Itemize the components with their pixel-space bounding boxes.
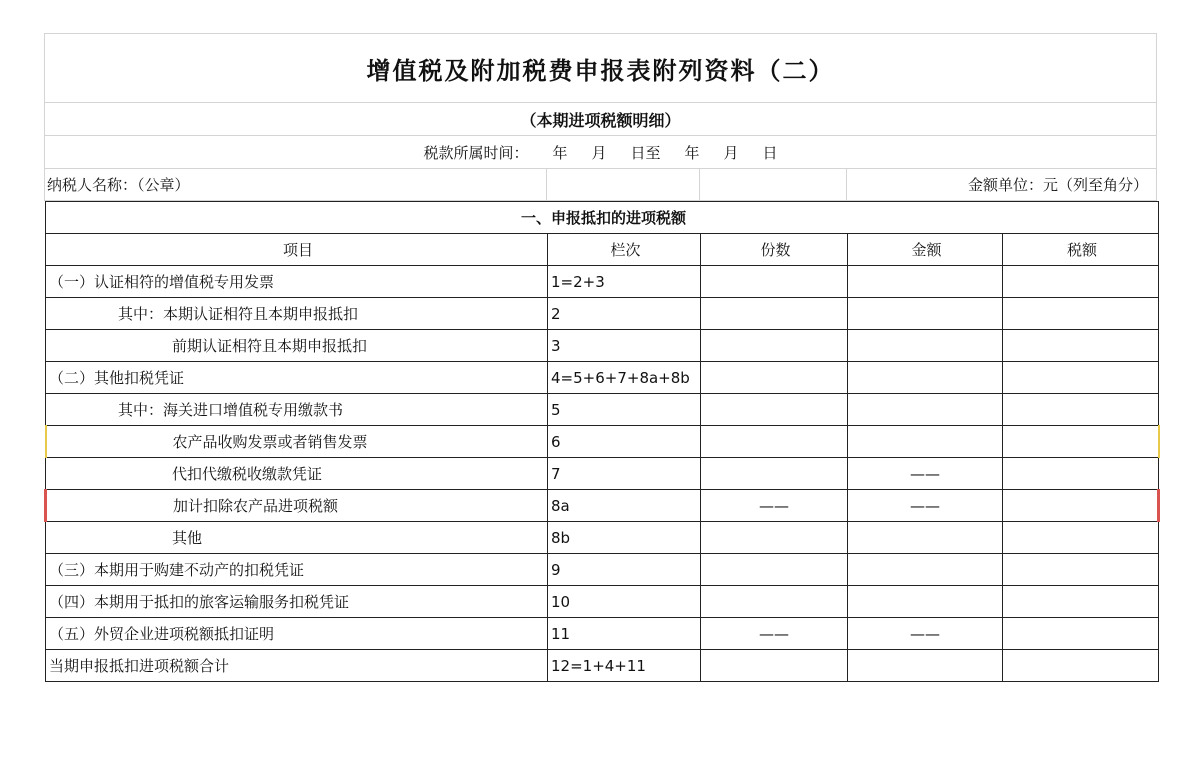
row-amount[interactable]	[848, 330, 1003, 362]
row-amount[interactable]	[848, 554, 1003, 586]
row-column: 3	[548, 330, 701, 362]
period-month-1: 月	[591, 143, 607, 162]
row-tax[interactable]	[1003, 394, 1159, 426]
row-count[interactable]	[701, 394, 848, 426]
row-count[interactable]	[701, 362, 848, 394]
taxpayer-name-label: 纳税人名称：（公章）	[47, 176, 190, 194]
row-tax[interactable]	[1003, 362, 1159, 394]
period-day-to: 日至	[630, 143, 661, 162]
table-row	[46, 330, 1159, 362]
row-tax[interactable]	[1003, 266, 1159, 298]
row-amount[interactable]	[848, 394, 1003, 426]
section-title: 一、申报抵扣的进项税额	[46, 202, 1159, 234]
table-row	[46, 362, 1159, 394]
period-year-2: 年	[684, 143, 700, 162]
form-title: 增值税及附加税费申报表附列资料（二）	[44, 33, 1157, 103]
divider	[546, 168, 547, 200]
row-column: 9	[548, 554, 701, 586]
row-item: 其中：海关进口增值税专用缴款书	[46, 394, 548, 426]
table-row	[46, 522, 1159, 554]
row-tax[interactable]	[1003, 458, 1159, 490]
row-column: 7	[548, 458, 701, 490]
section-row	[46, 202, 1159, 234]
period-label: 税款所属时间：	[423, 143, 529, 162]
row-count: ——	[701, 618, 848, 650]
divider	[699, 168, 700, 200]
row-item: （一）认证相符的增值税专用发票	[46, 266, 548, 298]
table-row	[46, 394, 1159, 426]
row-column: 8a	[548, 490, 701, 522]
row-amount: ——	[848, 458, 1003, 490]
form-subtitle: （本期进项税额明细）	[44, 102, 1157, 136]
row-column: 8b	[548, 522, 701, 554]
taxpayer-info-row	[44, 168, 1157, 201]
row-amount[interactable]	[848, 650, 1003, 682]
header-count: 份数	[701, 234, 848, 266]
row-amount: ——	[848, 618, 1003, 650]
row-amount[interactable]	[848, 522, 1003, 554]
period-year-1: 年	[552, 143, 568, 162]
row-tax[interactable]	[1003, 650, 1159, 682]
row-tax[interactable]	[1003, 330, 1159, 362]
row-tax[interactable]	[1003, 426, 1159, 458]
row-tax[interactable]	[1003, 618, 1159, 650]
period-month-2: 月	[723, 143, 739, 162]
period-day-2: 日	[762, 143, 778, 162]
row-item: 加计扣除农产品进项税额	[46, 490, 548, 522]
row-amount[interactable]	[848, 426, 1003, 458]
row-count[interactable]	[701, 522, 848, 554]
row-item: （五）外贸企业进项税额抵扣证明	[46, 618, 548, 650]
row-count[interactable]	[701, 586, 848, 618]
row-column: 6	[548, 426, 701, 458]
header-column: 栏次	[548, 234, 701, 266]
tax-period	[44, 135, 1157, 169]
row-tax[interactable]	[1003, 522, 1159, 554]
header-tax: 税额	[1003, 234, 1159, 266]
row-item: 其他	[46, 522, 548, 554]
amount-unit-label: 金额单位：元（列至角分）	[967, 176, 1148, 194]
row-column: 4=5+6+7+8a+8b	[548, 362, 701, 394]
row-column: 10	[548, 586, 701, 618]
row-count[interactable]	[701, 266, 848, 298]
divider	[846, 168, 847, 200]
header-amount: 金额	[848, 234, 1003, 266]
row-item: （四）本期用于抵扣的旅客运输服务扣税凭证	[46, 586, 548, 618]
row-column: 11	[548, 618, 701, 650]
table-row-highlighted-yellow	[46, 426, 1159, 458]
table-row	[46, 298, 1159, 330]
table-row	[46, 554, 1159, 586]
row-tax[interactable]	[1003, 554, 1159, 586]
row-tax[interactable]	[1003, 490, 1159, 522]
row-item: 其中：本期认证相符且本期申报抵扣	[46, 298, 548, 330]
row-item: 农产品收购发票或者销售发票	[46, 426, 548, 458]
row-count[interactable]	[701, 650, 848, 682]
row-count[interactable]	[701, 458, 848, 490]
row-amount[interactable]	[848, 298, 1003, 330]
row-amount[interactable]	[848, 266, 1003, 298]
row-item: 前期认证相符且本期申报抵扣	[46, 330, 548, 362]
row-column: 5	[548, 394, 701, 426]
table-row-total	[46, 650, 1159, 682]
table-row-highlighted-red	[46, 490, 1159, 522]
row-tax[interactable]	[1003, 298, 1159, 330]
row-count: ——	[701, 490, 848, 522]
row-amount: ——	[848, 490, 1003, 522]
row-amount[interactable]	[848, 586, 1003, 618]
row-item: 代扣代缴税收缴款凭证	[46, 458, 548, 490]
row-item: 当期申报抵扣进项税额合计	[46, 650, 548, 682]
row-item: （三）本期用于购建不动产的扣税凭证	[46, 554, 548, 586]
table-row	[46, 618, 1159, 650]
header-item: 项目	[46, 234, 548, 266]
row-amount[interactable]	[848, 362, 1003, 394]
row-count[interactable]	[701, 426, 848, 458]
table-row	[46, 458, 1159, 490]
row-count[interactable]	[701, 298, 848, 330]
table-row	[46, 266, 1159, 298]
row-item: （二）其他扣税凭证	[46, 362, 548, 394]
table-row	[46, 586, 1159, 618]
row-column: 12=1+4+11	[548, 650, 701, 682]
row-tax[interactable]	[1003, 586, 1159, 618]
header-row	[46, 234, 1159, 266]
input-tax-table	[44, 201, 1160, 682]
row-count[interactable]	[701, 554, 848, 586]
row-count[interactable]	[701, 330, 848, 362]
row-column: 1=2+3	[548, 266, 701, 298]
row-column: 2	[548, 298, 701, 330]
